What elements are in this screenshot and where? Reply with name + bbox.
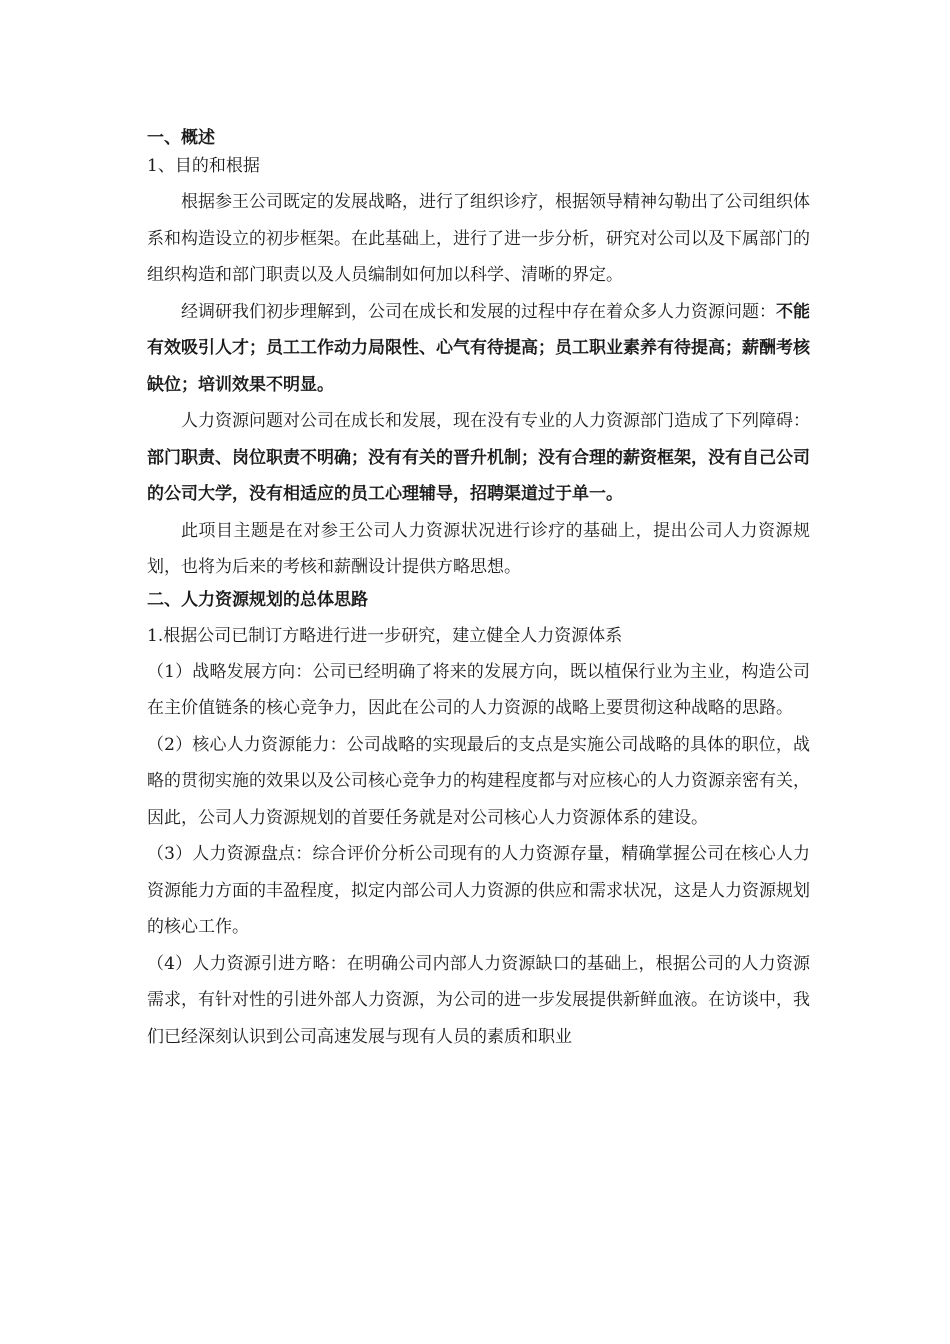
paragraph-obstacles-bold: 部门职责、岗位职责不明确；没有有关的晋升机制；没有合理的薪资框架，没有自己公司的公司大学，没有相适应的员工心理辅导，招聘渠道过于单一。: [147, 447, 810, 504]
list-item-strategy-direction: （1）战略发展方向：公司已经明确了将来的发展方向，既以植保行业为主业，构造公司在主价值链条的核心竞争力，因此在公司的人力资源的战略上要贯彻这种战略的思路。: [147, 661, 810, 718]
section-1-subheading: 1、目的和根据: [147, 156, 260, 176]
list-item-hr-recruitment-strategy: （4）人力资源引进方略：在明确公司内部人力资源缺口的基础上，根据公司的人力资源需求，有针对性的引进外部人力资源，为公司的进一步发展提供新鲜血液。在访谈中，我们已经深刻认识到公司高速发展与现有人员的素质和职业: [147, 953, 810, 1047]
paragraph-problems-bold: 不能有效吸引人才；员工工作动力局限性、心气有待提高；员工职业素养有待提高；薪酬考核缺位；培训效果不明显。: [147, 301, 810, 395]
list-item-hr-inventory: （3）人力资源盘点：综合评价分析公司现有的人力资源存量，精确掌握公司在核心人力资源能力方面的丰盈程度，拟定内部公司人力资源的供应和需求状况，这是人力资源规划的核心工作。: [147, 844, 810, 937]
paragraph-problems: [147, 294, 810, 404]
section-1-heading: 一、概述: [147, 128, 215, 148]
paragraph-obstacles-lead: 人力资源问题对公司在成长和发展，现在没有专业的人力资源部门造成了下列障碍：: [181, 411, 810, 431]
paragraph-project-theme: 此项目主题是在对参王公司人力资源状况进行诊疗的基础上，提出公司人力资源规划，也将为后来的考核和薪酬设计提供方略思想。: [147, 520, 810, 577]
paragraph-problems-lead: 经调研我们初步理解到，公司在成长和发展的过程中存在着众多人力资源问题：: [181, 301, 776, 322]
section-2-heading: 二、人力资源规划的总体思路: [147, 589, 368, 610]
document-page: [147, 124, 810, 1055]
paragraph-purpose: 根据参王公司既定的发展战略，进行了组织诊疗，根据领导精神勾勒出了公司组织体系和构造设立的初步框架。在此基础上，进行了进一步分析，研究对公司以及下属部门的组织构造和部门职责以及人员编制如何加以科学、清晰的界定。: [147, 192, 810, 285]
section-2-subheading: 1.根据公司已制订方略进行进一步研究，建立健全人力资源体系: [147, 625, 623, 646]
list-item-core-hr-capability: （2）核心人力资源能力：公司战略的实现最后的支点是实施公司战略的具体的职位，战略的贯彻实施的效果以及公司核心竞争力的构建程度都与对应核心的人力资源亲密有关，因此，公司人力资源规划的首要任务就是对公司核心人力资源体系的建设。: [147, 734, 810, 828]
paragraph-obstacles: [147, 403, 810, 513]
spacer: [147, 614, 810, 622]
